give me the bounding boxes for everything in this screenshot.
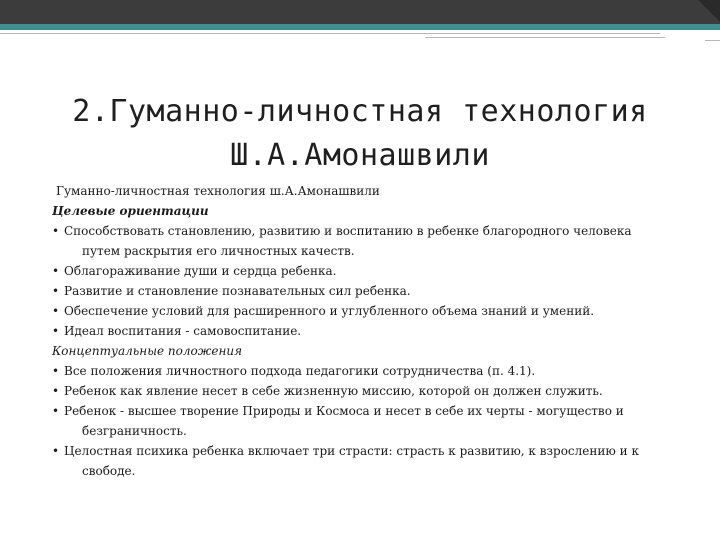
header-bar: [0, 0, 720, 24]
slide-title: [40, 90, 680, 178]
bullet-icon: •: [52, 444, 60, 458]
divider-line: [705, 40, 720, 41]
title-line-2: Ш.А.Амонашвили: [230, 138, 490, 173]
header-accent-bar: [0, 24, 720, 30]
corner-triangle-icon: [698, 0, 720, 22]
goals-heading: Целевые ориентации: [52, 204, 209, 218]
title-line-1: 2.Гуманно-личностная технология: [72, 94, 648, 129]
bullet-icon: •: [52, 404, 60, 418]
bullet-icon: •: [52, 364, 60, 378]
list-item: • Ребенок как явление несет в себе жизненную миссию, которой он должен служить.: [52, 381, 662, 401]
bullet-icon: •: [52, 224, 60, 238]
slide-body: [52, 181, 662, 481]
bullet-icon: •: [52, 304, 60, 318]
list-item: • Способствовать становлению, развитию и воспитанию в ребенке благородного человека путем раскрытия его личностных качеств.: [52, 221, 662, 261]
bullet-icon: •: [52, 284, 60, 298]
body-subtitle: Гуманно-личностная технология ш.А.Амонашвили: [56, 184, 380, 198]
list-item: • Целостная психика ребенка включает три страсти: страсть к развитию, к взрослению и к свободе.: [52, 441, 662, 481]
bullet-icon: •: [52, 384, 60, 398]
divider-line: [425, 37, 665, 38]
concepts-heading: Концептуальные положения: [52, 344, 243, 358]
list-item: • Ребенок - высшее творение Природы и Космоса и несет в себе их черты - могущество и безграничность.: [52, 401, 662, 441]
list-item: • Обеспечение условий для расширенного и углубленного объема знаний и умений.: [52, 301, 662, 321]
bullet-icon: •: [52, 264, 60, 278]
list-item: • Облагораживание души и сердца ребенка.: [52, 261, 662, 281]
list-item: • Все положения личностного подхода педагогики сотрудничества (п. 4.1).: [52, 361, 662, 381]
list-item: • Идеал воспитания - самовоспитание.: [52, 321, 662, 341]
list-item: • Развитие и становление познавательных сил ребенка.: [52, 281, 662, 301]
bullet-icon: •: [52, 324, 60, 338]
divider-line: [0, 33, 660, 34]
